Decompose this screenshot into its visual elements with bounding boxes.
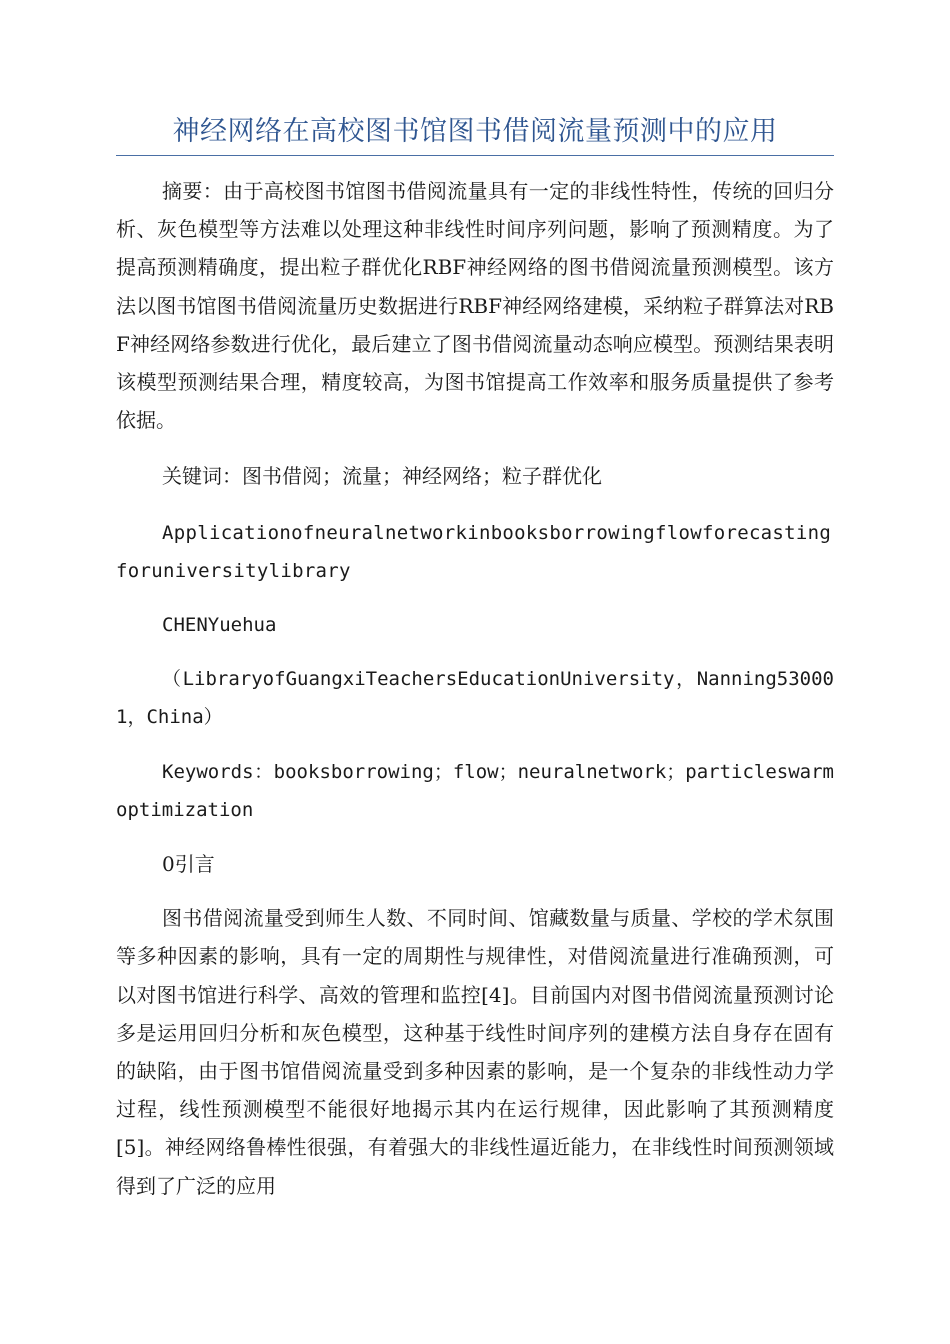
abstract-paragraph: 摘要：由于高校图书馆图书借阅流量具有一定的非线性特性，传统的回归分析、灰色模型等方法难以处理这种非线性时间序列问题，影响了预测精度。为了提高预测精确度，提出粒子群优化RBF神经网络的图书借阅流量预测模型。该方法以图书馆图书借阅流量历史数据进行RBF神经网络建模，采纳粒子群算法对RBF神经网络参数进行优化，最后建立了图书借阅流量动态响应模型。预测结果表明该模型预测结果合理，精度较高，为图书馆提高工作效率和服务质量提供了参考依据。	[116, 179, 834, 433]
title-underline	[116, 155, 834, 156]
author-affiliation: （LibraryofGuangxiTeachersEducationUniversity，Nanning530001，China）	[116, 668, 834, 729]
keywords-line: 关键词：图书借阅；流量；神经网络；粒子群优化	[162, 464, 602, 489]
document-body	[116, 172, 834, 1221]
author-name: CHENYuehua	[162, 614, 277, 637]
intro-paragraph: 图书借阅流量受到师生人数、不同时间、馆藏数量与质量、学校的学术氛围等多种因素的影响，具有一定的周期性与规律性，对借阅流量进行准确预测，可以对图书馆进行科学、高效的管理和监控[4]。目前国内对图书借阅流量预测讨论多是运用回归分析和灰色模型，这种基于线性时间序列的建模方法自身存在固有的缺陷，由于图书馆借阅流量受到多种因素的影响，是一个复杂的非线性动力学过程，线性预测模型不能很好地揭示其内在运行规律，因此影响了其预测精度[5]。神经网络鲁棒性很强，有着强大的非线性逼近能力，在非线性时间预测领域得到了广泛的应用	[116, 906, 834, 1198]
english-keywords: Keywords：booksborrowing；flow；neuralnetwork；particleswarmoptimization	[116, 760, 834, 821]
document-title: 神经网络在高校图书馆图书借阅流量预测中的应用	[172, 116, 778, 147]
section-heading: 0引言	[162, 852, 215, 877]
english-title: Applicationofneuralnetworkinbooksborrowingflowforecastingforuniversitylibrary	[116, 521, 832, 582]
